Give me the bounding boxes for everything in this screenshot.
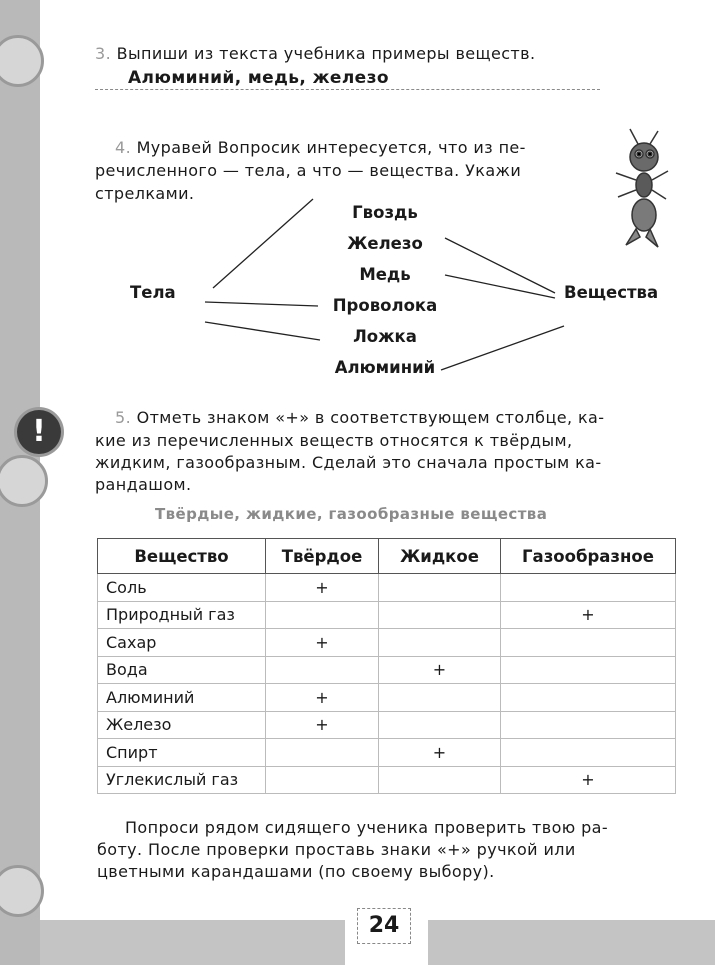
gas-cell[interactable]	[501, 711, 676, 739]
liquid-cell[interactable]	[379, 766, 501, 794]
word-item: Медь	[359, 265, 411, 284]
gas-cell[interactable]	[501, 629, 676, 657]
solid-cell[interactable]: +	[266, 629, 379, 657]
word-item: Проволока	[332, 296, 438, 315]
arrow-line	[445, 238, 555, 293]
table-row	[98, 574, 676, 602]
arrow-line	[213, 199, 313, 288]
substance-cell: Алюминий	[98, 684, 266, 712]
task5-text: Отметь знаком «+» в соответствующем столбце, ка-	[136, 408, 605, 427]
substance-cell: Сахар	[98, 629, 266, 657]
task5-subtitle: Твёрдые, жидкие, газообразные вещества	[155, 505, 548, 523]
task4-text-line-3: стрелками.	[95, 184, 195, 203]
task4-text: Муравей Вопросик интересуется, что из пе-	[136, 138, 526, 157]
gas-cell[interactable]	[501, 739, 676, 767]
task5-text-line-3: жидким, газообразным. Сделай это сначала простым ка-	[95, 453, 602, 472]
substances-table	[97, 538, 676, 794]
substance-cell: Вода	[98, 656, 266, 684]
word-item: Гвоздь	[352, 203, 418, 222]
matching-lines	[0, 0, 715, 400]
footer-text-line-3: цветными карандашами (по своему выбору).	[97, 862, 495, 881]
solid-cell[interactable]	[266, 601, 379, 629]
arrow-line	[445, 275, 555, 298]
task3-answer: Алюминий, медь, железо	[128, 68, 389, 88]
task5-number: 5.	[115, 408, 132, 427]
arrow-line	[441, 326, 564, 370]
arrow-line	[205, 302, 318, 306]
substance-cell: Соль	[98, 574, 266, 602]
liquid-cell[interactable]	[379, 601, 501, 629]
column-header: Жидкое	[379, 539, 501, 574]
table-row	[98, 684, 676, 712]
bodies-label: Тела	[130, 283, 176, 302]
task5-text-line-4: рандашом.	[95, 475, 192, 494]
task4-text-line-2: речисленного — тела, а что — вещества. Укажи	[95, 161, 522, 180]
word-item: Алюминий	[334, 358, 436, 377]
table-row	[98, 656, 676, 684]
substance-cell: Природный газ	[98, 601, 266, 629]
gas-cell[interactable]: +	[501, 766, 676, 794]
margin-ornament	[0, 455, 48, 507]
footer-text-line-1: Попроси рядом сидящего ученика проверить твою ра-	[125, 818, 609, 837]
arrow-line	[205, 322, 320, 340]
liquid-cell[interactable]	[379, 711, 501, 739]
word-item: Ложка	[353, 327, 417, 346]
column-header: Вещество	[98, 539, 266, 574]
gas-cell[interactable]	[501, 574, 676, 602]
bottom-ornament	[40, 920, 345, 965]
task5-text-line-2: кие из перечисленных веществ относятся к твёрдым,	[95, 431, 573, 450]
solid-cell[interactable]: +	[266, 711, 379, 739]
liquid-cell[interactable]	[379, 574, 501, 602]
solid-cell[interactable]	[266, 739, 379, 767]
exclamation-icon: !	[17, 410, 61, 454]
liquid-cell[interactable]: +	[379, 656, 501, 684]
table-row	[98, 711, 676, 739]
table-row	[98, 629, 676, 657]
liquid-cell[interactable]	[379, 684, 501, 712]
footer-text-line-2: боту. После проверки проставь знаки «+» ручкой или	[97, 840, 576, 859]
liquid-cell[interactable]: +	[379, 739, 501, 767]
task4-number: 4.	[115, 138, 132, 157]
solid-cell[interactable]	[266, 766, 379, 794]
bottom-ornament	[428, 920, 715, 965]
task3-number: 3.	[95, 44, 112, 63]
page-number: 24	[357, 908, 411, 944]
table-row	[98, 766, 676, 794]
solid-cell[interactable]	[266, 656, 379, 684]
table-row	[98, 739, 676, 767]
substances-label: Вещества	[564, 283, 659, 302]
table-row	[98, 601, 676, 629]
gas-cell[interactable]	[501, 656, 676, 684]
column-header: Газообразное	[501, 539, 676, 574]
table-header-row	[98, 539, 676, 574]
substance-cell: Углекислый газ	[98, 766, 266, 794]
solid-cell[interactable]: +	[266, 684, 379, 712]
substance-cell: Железо	[98, 711, 266, 739]
task3-question: Выпиши из текста учебника примеры веществ.	[116, 44, 536, 63]
liquid-cell[interactable]	[379, 629, 501, 657]
solid-cell[interactable]: +	[266, 574, 379, 602]
word-item: Железо	[347, 234, 423, 253]
column-header: Твёрдое	[266, 539, 379, 574]
substance-cell: Спирт	[98, 739, 266, 767]
gas-cell[interactable]: +	[501, 601, 676, 629]
gas-cell[interactable]	[501, 684, 676, 712]
task5-text-line-1	[115, 408, 604, 427]
